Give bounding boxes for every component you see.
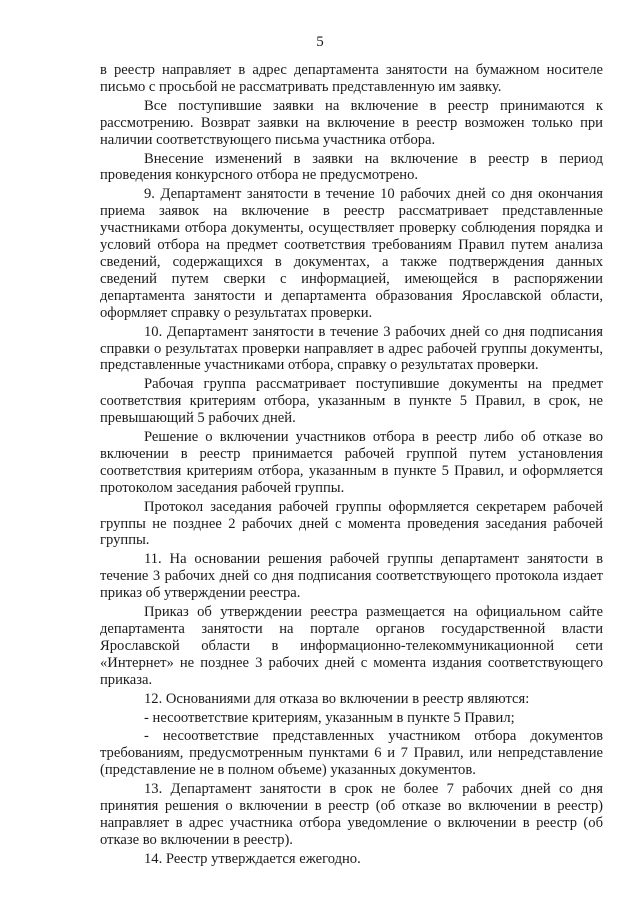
paragraph-no-changes: Внесение изменений в заявки на включение в реестр в период проведения конкурсного отбора не предусмотрено. — [100, 150, 603, 184]
paragraph-item-10: 10. Департамент занятости в течение 3 рабочих дней со дня подписания справки о результатах проверки направляет в адрес рабочей группы документы, представленные участниками отбора, справку о результатах проверки. — [100, 323, 603, 374]
paragraph-withdrawal-letter: в реестр направляет в адрес департамента занятости на бумажном носителе письмо с просьбой не рассматривать представленную им заявку. — [100, 62, 603, 95]
paragraph-working-group-review: Рабочая группа рассматривает поступившие документы на предмет соответствия критериям отбора, указанным в пункте 5 Правил, в срок, не превышающий 5 рабочих дней. — [100, 376, 603, 427]
paragraph-item-14: 14. Реестр утверждается ежегодно. — [144, 850, 361, 867]
paragraph-refusal-reason-2: - несоответствие представленных участником отбора документов требованиям, предусмотренным пунктами 6 и 7 Правил, или непредставление (представление не в полном объеме) указанных документов. — [100, 728, 603, 779]
paragraph-item-11: 11. На основании решения рабочей группы департамент занятости в течение 3 рабочих дней со дня подписания соответствующего протокола издает приказ об утверждении реестра. — [100, 551, 603, 602]
paragraph-applications-accepted: Все поступившие заявки на включение в реестр принимаются к рассмотрению. Возврат заявки на включение в реестр возможен только при наличии соответствующего письма участника отбора. — [100, 97, 603, 148]
page-number: 5 — [316, 34, 324, 50]
paragraph-item-9: 9. Департамент занятости в течение 10 рабочих дней со дня окончания приема заявок на включение в реестр рассматривает представленные участниками отбора документы, осуществляет проверку соблюдения порядка и условий отбора на предмет соответствия требованиям Правил путем анализа сведений, содержащихся в документах, а также подтверждения данных сведений путем сверки с информацией, имеющейся в распоряжении департамента занятости и департамента образования Ярославской области, оформляет справку о результатах проверки. — [100, 186, 603, 321]
paragraph-inclusion-decision: Решение о включении участников отбора в реестр либо об отказе во включении в реестр принимается рабочей группой путем установления соответствия критериям отбора, указанным в пункте 5 Правил, и оформляется протоколом заседания рабочей группы. — [100, 429, 603, 496]
paragraph-item-12: 12. Основаниями для отказа во включении в реестр являются: — [144, 690, 530, 707]
document-body — [100, 62, 603, 870]
paragraph-item-13: 13. Департамент занятости в срок не более 7 рабочих дней со дня принятия решения о включении в реестр (об отказе во включении в реестр) направляет в адрес участника отбора уведомление о включении в реестр (об отказе во включении в реестр). — [100, 781, 603, 848]
paragraph-refusal-reason-1: - несоответствие критериям, указанным в пункте 5 Правил; — [144, 709, 515, 726]
paragraph-order-publication: Приказ об утверждении реестра размещается на официальном сайте департамента занятости на портале органов государственной власти Ярославской области в информационно-телекоммуникационной сети «Интернет» не позднее 3 рабочих дней с момента издания соответствующего приказа. — [100, 604, 603, 688]
paragraph-protocol: Протокол заседания рабочей группы оформляется секретарем рабочей группы не позднее 2 рабочих дней с момента проведения заседания рабочей группы. — [100, 498, 603, 549]
